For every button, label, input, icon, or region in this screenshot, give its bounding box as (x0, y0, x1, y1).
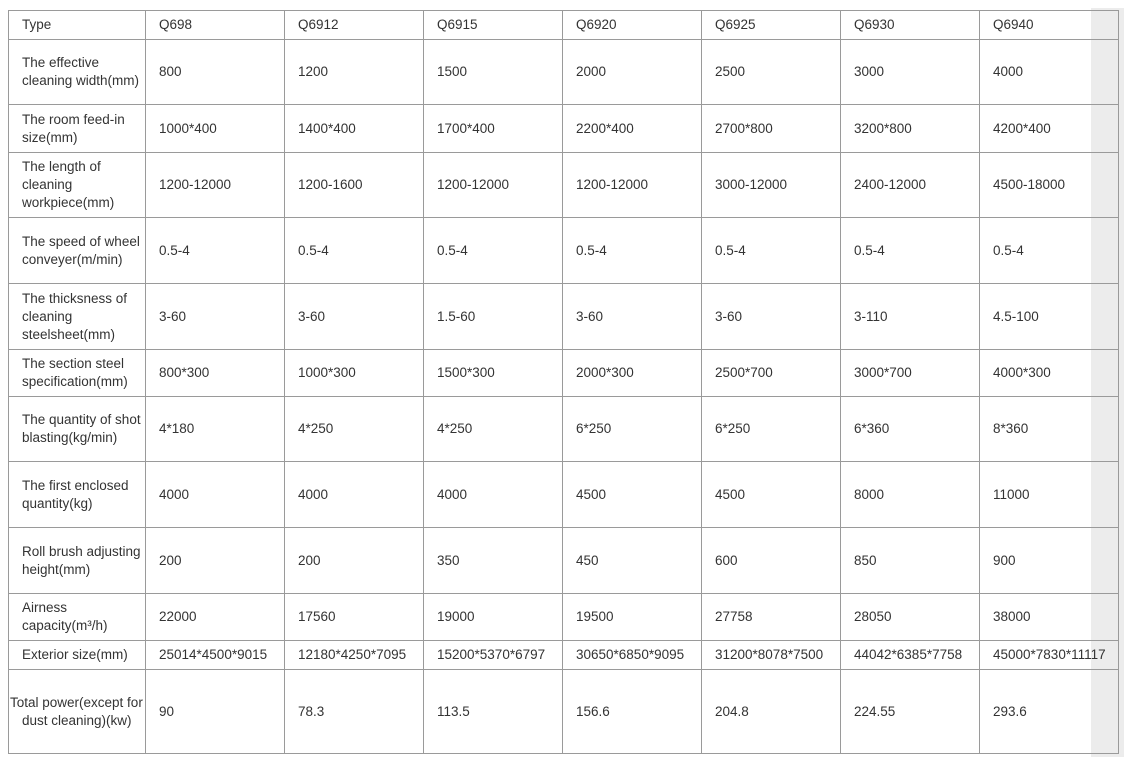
table-cell: 0.5-4 (146, 218, 285, 284)
table-cell: 44042*6385*7758 (841, 641, 980, 670)
table-cell: 1200 (285, 40, 424, 105)
table-cell: 3-60 (702, 284, 841, 350)
table-cell: 6*250 (563, 397, 702, 462)
table-cell: 8*360 (980, 397, 1119, 462)
table-cell: 2000*300 (563, 350, 702, 397)
table-cell: 4500-18000 (980, 153, 1119, 218)
table-cell: 0.5-4 (702, 218, 841, 284)
header-label: Type (9, 11, 146, 40)
table-row (9, 462, 1119, 528)
table-cell: 19500 (563, 594, 702, 641)
table-cell: 19000 (424, 594, 563, 641)
table-cell: 4200*400 (980, 105, 1119, 153)
table-cell: 2500 (702, 40, 841, 105)
table-cell: 450 (563, 528, 702, 594)
table-cell: 113.5 (424, 670, 563, 754)
table-cell: 4000 (424, 462, 563, 528)
table-cell: 224.55 (841, 670, 980, 754)
table-cell: 200 (285, 528, 424, 594)
table-cell: 3000 (841, 40, 980, 105)
table-cell: 350 (424, 528, 563, 594)
row-label-text: Total power(except for dust cleaning)(kw) (10, 694, 143, 728)
table-cell: 78.3 (285, 670, 424, 754)
table-cell: 204.8 (702, 670, 841, 754)
table-cell: 3200*800 (841, 105, 980, 153)
table-cell: 90 (146, 670, 285, 754)
table-cell: 3-110 (841, 284, 980, 350)
row-label: The quantity of shot blasting(kg/min) (9, 397, 146, 462)
table-cell: 11000 (980, 462, 1119, 528)
table-cell: 4500 (702, 462, 841, 528)
row-label: The length of cleaning workpiece(mm) (9, 153, 146, 218)
table-row (9, 670, 1119, 754)
table-cell: 8000 (841, 462, 980, 528)
table-cell: 2700*800 (702, 105, 841, 153)
table-row (9, 528, 1119, 594)
table-row (9, 40, 1119, 105)
table-cell: 3-60 (285, 284, 424, 350)
table-cell: 15200*5370*6797 (424, 641, 563, 670)
table-cell: 293.6 (980, 670, 1119, 754)
model-header: Q698 (146, 11, 285, 40)
table-cell: 0.5-4 (980, 218, 1119, 284)
table-cell: 1400*400 (285, 105, 424, 153)
row-label: The speed of wheel conveyer(m/min) (9, 218, 146, 284)
row-label: The room feed-in size(mm) (9, 105, 146, 153)
table-cell: 25014*4500*9015 (146, 641, 285, 670)
table-cell: 1000*300 (285, 350, 424, 397)
table-cell: 0.5-4 (563, 218, 702, 284)
row-label (9, 670, 146, 754)
table-row (9, 594, 1119, 641)
table-cell: 1500*300 (424, 350, 563, 397)
model-header: Q6915 (424, 11, 563, 40)
table-cell: 1.5-60 (424, 284, 563, 350)
model-header: Q6940 (980, 11, 1119, 40)
table-cell: 850 (841, 528, 980, 594)
table-cell: 800 (146, 40, 285, 105)
table-cell: 0.5-4 (841, 218, 980, 284)
table-cell: 12180*4250*7095 (285, 641, 424, 670)
table-cell: 600 (702, 528, 841, 594)
model-header: Q6930 (841, 11, 980, 40)
table-cell: 22000 (146, 594, 285, 641)
table-cell: 2500*700 (702, 350, 841, 397)
table-cell: 1000*400 (146, 105, 285, 153)
table-cell: 6*360 (841, 397, 980, 462)
row-label: The thicksness of cleaning steelsheet(mm) (9, 284, 146, 350)
table-row (9, 153, 1119, 218)
table-cell: 4.5-100 (980, 284, 1119, 350)
table-cell: 3000-12000 (702, 153, 841, 218)
table-cell: 4000 (285, 462, 424, 528)
table-cell: 1200-1600 (285, 153, 424, 218)
table-cell: 2200*400 (563, 105, 702, 153)
table-cell: 2000 (563, 40, 702, 105)
table-cell: 28050 (841, 594, 980, 641)
table-cell: 1200-12000 (146, 153, 285, 218)
table-cell: 1200-12000 (563, 153, 702, 218)
table-cell: 4000 (146, 462, 285, 528)
table-cell: 38000 (980, 594, 1119, 641)
spec-table (8, 10, 1119, 754)
table-cell: 200 (146, 528, 285, 594)
table-row (9, 350, 1119, 397)
table-cell: 4*250 (285, 397, 424, 462)
table-cell: 4500 (563, 462, 702, 528)
table-cell: 31200*8078*7500 (702, 641, 841, 670)
table-row (9, 284, 1119, 350)
table-cell: 0.5-4 (424, 218, 563, 284)
table-cell: 3-60 (563, 284, 702, 350)
table-cell: 4*180 (146, 397, 285, 462)
row-label: Airness capacity(m³/h) (9, 594, 146, 641)
table-cell: 1700*400 (424, 105, 563, 153)
table-cell: 156.6 (563, 670, 702, 754)
row-label: The first enclosed quantity(kg) (9, 462, 146, 528)
table-cell: 1500 (424, 40, 563, 105)
row-label: The effective cleaning width(mm) (9, 40, 146, 105)
table-cell: 30650*6850*9095 (563, 641, 702, 670)
model-header: Q6912 (285, 11, 424, 40)
table-cell: 1200-12000 (424, 153, 563, 218)
table-row (9, 105, 1119, 153)
table-cell: 17560 (285, 594, 424, 641)
table-cell: 27758 (702, 594, 841, 641)
table-cell: 6*250 (702, 397, 841, 462)
table-row (9, 397, 1119, 462)
model-header: Q6920 (563, 11, 702, 40)
table-cell: 4000*300 (980, 350, 1119, 397)
table-cell: 0.5-4 (285, 218, 424, 284)
row-label: The section steel specification(mm) (9, 350, 146, 397)
table-cell: 4000 (980, 40, 1119, 105)
table-row (9, 641, 1119, 670)
table-cell: 4*250 (424, 397, 563, 462)
table-cell: 45000*7830*11117 (980, 641, 1119, 670)
table-row (9, 218, 1119, 284)
table-cell: 3-60 (146, 284, 285, 350)
table-cell: 3000*700 (841, 350, 980, 397)
table-cell: 2400-12000 (841, 153, 980, 218)
row-label: Exterior size(mm) (9, 641, 146, 670)
table-cell: 800*300 (146, 350, 285, 397)
row-label: Roll brush adjusting height(mm) (9, 528, 146, 594)
table-cell: 900 (980, 528, 1119, 594)
header-row (9, 11, 1119, 40)
model-header: Q6925 (702, 11, 841, 40)
